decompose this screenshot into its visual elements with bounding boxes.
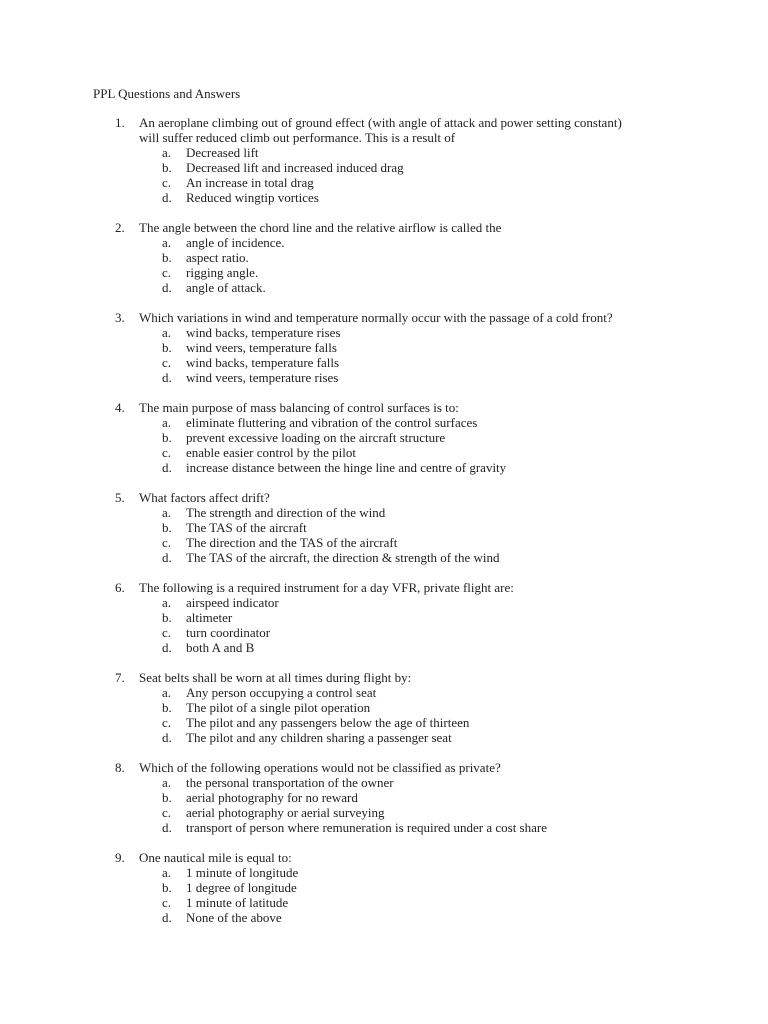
answer-options (0, 325, 768, 385)
option-letter: a. (162, 145, 172, 160)
question-text: Which variations in wind and temperature normally occur with the passage of a cold front? (139, 310, 613, 325)
option-letter: a. (162, 775, 172, 790)
option-text: 1 minute of latitude (186, 895, 289, 910)
option-text: wind veers, temperature falls (186, 340, 337, 355)
question-item (0, 490, 768, 565)
option-text: The TAS of the aircraft (186, 520, 307, 535)
option-letter: c. (162, 445, 172, 460)
option-text: eliminate fluttering and vibration of the control surfaces (186, 415, 478, 430)
option-letter: b. (162, 430, 172, 445)
option-letter: d. (162, 370, 172, 385)
option-text: An increase in total drag (186, 175, 314, 190)
option-letter: d. (162, 280, 172, 295)
option-letter: a. (162, 595, 172, 610)
answer-option (0, 640, 768, 655)
option-text: wind backs, temperature rises (186, 325, 341, 340)
option-letter: b. (162, 610, 172, 625)
answer-options (0, 145, 768, 205)
answer-options (0, 865, 768, 925)
question-text: The following is a required instrument for a day VFR, private flight are: (139, 580, 514, 595)
option-letter: c. (162, 625, 172, 640)
option-letter: c. (162, 355, 172, 370)
question-item (0, 400, 768, 475)
option-letter: b. (162, 700, 172, 715)
answer-options (0, 235, 768, 295)
option-text: Any person occupying a control seat (186, 685, 377, 700)
question-number: 3. (115, 310, 125, 325)
document-title: PPL Questions and Answers (93, 86, 241, 101)
option-letter: c. (162, 175, 172, 190)
answer-option (0, 625, 768, 640)
option-text: 1 minute of longitude (186, 865, 299, 880)
option-letter: a. (162, 235, 172, 250)
option-letter: c. (162, 895, 172, 910)
question-text: Seat belts shall be worn at all times during flight by: (139, 670, 412, 685)
answer-option (0, 160, 768, 175)
option-letter: b. (162, 880, 172, 895)
answer-option (0, 190, 768, 205)
option-letter: b. (162, 160, 172, 175)
answer-option (0, 775, 768, 790)
answer-option (0, 235, 768, 250)
option-text: rigging angle. (186, 265, 259, 280)
option-text: aerial photography or aerial surveying (186, 805, 385, 820)
option-letter: d. (162, 910, 172, 925)
option-text: wind veers, temperature rises (186, 370, 339, 385)
answer-option (0, 700, 768, 715)
option-text: angle of incidence. (186, 235, 285, 250)
option-letter: d. (162, 190, 172, 205)
answer-option (0, 910, 768, 925)
answer-option (0, 265, 768, 280)
option-letter: a. (162, 505, 172, 520)
question-text: An aeroplane climbing out of ground effect (with angle of attack and power setting constant) will suffer reduced climb out performance. This is a result of (139, 115, 622, 145)
option-letter: d. (162, 460, 172, 475)
option-text: airspeed indicator (186, 595, 279, 610)
answer-option (0, 820, 768, 835)
answer-option (0, 790, 768, 805)
answer-options (0, 415, 768, 475)
answer-option (0, 250, 768, 265)
option-text: aspect ratio. (186, 250, 249, 265)
question-text: The angle between the chord line and the relative airflow is called the (139, 220, 502, 235)
answer-option (0, 460, 768, 475)
answer-option (0, 340, 768, 355)
question-text: One nautical mile is equal to: (139, 850, 292, 865)
option-text: aerial photography for no reward (186, 790, 358, 805)
answer-option (0, 280, 768, 295)
option-letter: d. (162, 820, 172, 835)
question-item (0, 580, 768, 655)
question-number: 5. (115, 490, 125, 505)
answer-option (0, 730, 768, 745)
answer-options (0, 505, 768, 565)
option-text: transport of person where remuneration is required under a cost share (186, 820, 547, 835)
question-text: What factors affect drift? (139, 490, 270, 505)
answer-option (0, 370, 768, 385)
question-number: 7. (115, 670, 125, 685)
answer-options (0, 595, 768, 655)
answer-option (0, 355, 768, 370)
option-letter: c. (162, 805, 172, 820)
answer-option (0, 445, 768, 460)
option-text: Decreased lift (186, 145, 259, 160)
question-number: 6. (115, 580, 125, 595)
option-text: The pilot and any children sharing a passenger seat (186, 730, 452, 745)
answer-options (0, 685, 768, 745)
answer-option (0, 715, 768, 730)
option-text: increase distance between the hinge line and centre of gravity (186, 460, 507, 475)
option-letter: c. (162, 535, 172, 550)
answer-option (0, 430, 768, 445)
question-item (0, 310, 768, 385)
question-item (0, 115, 768, 205)
answer-option (0, 505, 768, 520)
answer-option (0, 535, 768, 550)
answer-option (0, 865, 768, 880)
answer-option (0, 595, 768, 610)
question-item (0, 220, 768, 295)
option-text: the personal transportation of the owner (186, 775, 394, 790)
answer-option (0, 415, 768, 430)
option-letter: b. (162, 790, 172, 805)
answer-option (0, 550, 768, 565)
option-text: altimeter (186, 610, 233, 625)
option-text: turn coordinator (186, 625, 271, 640)
question-text: The main purpose of mass balancing of control surfaces is to: (139, 400, 459, 415)
option-letter: a. (162, 325, 172, 340)
answer-option (0, 145, 768, 160)
question-number: 4. (115, 400, 125, 415)
option-text: Reduced wingtip vortices (186, 190, 319, 205)
option-text: The pilot of a single pilot operation (186, 700, 371, 715)
answer-option (0, 685, 768, 700)
option-letter: a. (162, 865, 172, 880)
option-letter: b. (162, 520, 172, 535)
option-text: The pilot and any passengers below the age of thirteen (186, 715, 470, 730)
question-text: Which of the following operations would not be classified as private? (139, 760, 501, 775)
option-letter: b. (162, 340, 172, 355)
option-letter: b. (162, 250, 172, 265)
answer-option (0, 325, 768, 340)
answer-option (0, 610, 768, 625)
option-letter: d. (162, 640, 172, 655)
answer-option (0, 880, 768, 895)
option-text: prevent excessive loading on the aircraft structure (186, 430, 446, 445)
option-letter: d. (162, 730, 172, 745)
question-item (0, 850, 768, 925)
question-item (0, 760, 768, 835)
question-number: 1. (115, 115, 125, 130)
option-text: angle of attack. (186, 280, 266, 295)
option-text: Decreased lift and increased induced drag (186, 160, 404, 175)
question-number: 8. (115, 760, 125, 775)
option-text: The strength and direction of the wind (186, 505, 386, 520)
option-text: None of the above (186, 910, 282, 925)
option-text: 1 degree of longitude (186, 880, 297, 895)
option-text: The direction and the TAS of the aircraft (186, 535, 398, 550)
option-text: The TAS of the aircraft, the direction & strength of the wind (186, 550, 500, 565)
option-letter: a. (162, 685, 172, 700)
option-letter: a. (162, 415, 172, 430)
question-number: 2. (115, 220, 125, 235)
option-text: wind backs, temperature falls (186, 355, 340, 370)
option-letter: d. (162, 550, 172, 565)
answer-options (0, 775, 768, 835)
answer-option (0, 895, 768, 910)
option-letter: c. (162, 715, 172, 730)
answer-option (0, 175, 768, 190)
answer-option (0, 520, 768, 535)
question-item (0, 670, 768, 745)
option-text: enable easier control by the pilot (186, 445, 357, 460)
option-letter: c. (162, 265, 172, 280)
answer-option (0, 805, 768, 820)
question-number: 9. (115, 850, 125, 865)
option-text: both A and B (186, 640, 255, 655)
question-list (0, 115, 768, 940)
